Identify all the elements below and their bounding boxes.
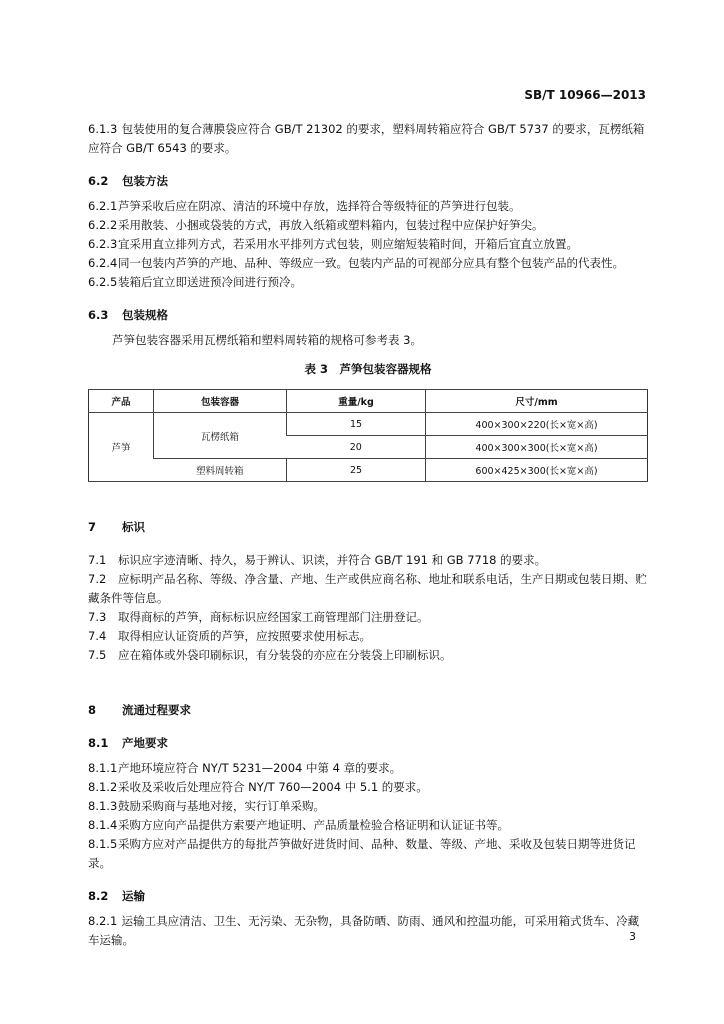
clause-7-3 [88,608,648,627]
clause-number: 8.1.1 [88,761,118,775]
clause-number: 6.2.2 [88,218,118,232]
section-7-heading [88,518,648,537]
clause-text: 芦笋采收后应在阴凉、清洁的环境中存放，选择符合等级特征的芦笋进行包装。 [118,199,521,213]
clause-number: 7.5 [88,648,107,662]
section-8-1-heading [88,734,648,753]
table-row [89,413,648,436]
clause-text: 宜采用直立排列方式，若采用水平排列方式包装，则应缩短装箱时间，开箱后宜直立放置。 [118,237,578,251]
document-body [88,120,648,950]
clause-6-2-2 [88,216,648,235]
section-8-heading [88,701,648,720]
section-title: 包装规格 [122,308,169,322]
clause-number: 8.1.4 [88,818,118,832]
clause-text: 采收及采收后处理应符合 NY/T 760—2004 中 5.1 的要求。 [118,780,428,794]
clause-text: 取得相应认证资质的芦笋，应按照要求使用标志。 [118,629,371,643]
section-title: 包装方法 [122,174,169,188]
page-number: 3 [629,930,636,943]
cell-weight: 15 [287,413,426,436]
clause-6-2-4 [88,254,648,273]
clause-text: 产地环境应符合 NY/T 5231—2004 中第 4 章的要求。 [118,761,402,775]
clause-8-1-3 [88,797,648,816]
header-container: 包装容器 [154,390,287,413]
clause-text: 应在箱体或外袋印刷标识，有分装袋的亦应在分装袋上印刷标识。 [118,648,452,662]
section-number: 6.3 [88,308,109,322]
clause-8-1-5 [88,835,648,873]
clause-8-1-2 [88,778,648,797]
table-header-row [89,390,648,413]
header-size: 尺寸/mm [426,390,648,413]
clause-number: 7.2 [88,572,107,586]
document-header: SB/T 10966—2013 [524,88,646,102]
clause-number: 7.4 [88,629,107,643]
header-product: 产品 [89,390,154,413]
cell-size: 400×300×300(长×宽×高) [426,436,648,459]
clause-number: 8.1.2 [88,780,118,794]
clause-number: 8.2.1 [88,914,118,928]
clause-text: 同一包装内芦笋的产地、品种、等级应一致。包装内产品的可视部分应具有整个包装产品的代表性。 [118,256,624,270]
clause-7-2 [88,570,648,608]
clause-text: 应标明产品名称、等级、净含量、产地、生产或供应商名称、地址和联系电话，生产日期或包装日期、贮藏条件等信息。 [88,572,647,605]
clause-number: 7.1 [88,553,107,567]
cell-size: 600×425×300(长×宽×高) [426,459,648,482]
section-number: 8 [88,703,97,717]
cell-product: 芦笋 [89,413,154,482]
clause-7-4 [88,627,648,646]
clause-number: 7.3 [88,610,107,624]
clause-text: 鼓励采购商与基地对接，实行订单采购。 [118,799,325,813]
clause-number: 6.2.3 [88,237,118,251]
section-title: 流通过程要求 [122,703,192,717]
clause-8-1-4 [88,816,648,835]
section-number: 6.2 [88,174,109,188]
table-caption: 表 3 芦笋包装容器规格 [304,362,432,376]
clause-text: 采购方应向产品提供方索要产地证明、产品质量检验合格证明和认证证书等。 [118,818,509,832]
section-number: 8.1 [88,736,109,750]
clause-7-5 [88,646,648,665]
clause-text: 包装使用的复合薄膜袋应符合 GB/T 21302 的要求，塑料周转箱应符合 GB/T 5737 的要求，瓦楞纸箱应符合 GB/T 6543 的要求。 [88,122,645,155]
section-number: 8.2 [88,889,109,903]
clause-number: 8.1.3 [88,799,118,813]
section-6-2-heading [88,172,648,191]
clause-text: 取得商标的芦笋，商标标识应经国家工商管理部门注册登记。 [118,610,429,624]
packaging-spec-table [88,389,648,482]
clause-7-1 [88,551,648,570]
clause-number: 8.1.5 [88,837,118,851]
section-6-2-list [88,197,648,292]
clause-text: 采购方应对产品提供方的每批芦笋做好进货时间、品种、数量、等级、产地、采收及包装日期等进货记录。 [88,837,636,870]
clause-text: 标识应字迹清晰、持久，易于辨认、识读，并符合 GB/T 191 和 GB 7718 的要求。 [118,553,547,567]
header-weight: 重量/kg [287,390,426,413]
section-number: 7 [88,520,97,534]
section-6-3-text: 芦笋包装容器采用瓦楞纸箱和塑料周转箱的规格可参考表 3。 [112,333,422,347]
table-row [89,459,648,482]
clause-6-1-3 [88,120,648,158]
clause-number: 6.2.4 [88,256,118,270]
cell-size: 400×300×220(长×宽×高) [426,413,648,436]
section-title: 标识 [122,520,146,534]
clause-6-2-3 [88,235,648,254]
clause-number: 6.2.5 [88,275,118,289]
clause-6-2-1 [88,197,648,216]
clause-8-1-1 [88,759,648,778]
cell-container: 塑料周转箱 [154,459,287,482]
clause-text: 运输工具应清洁、卫生、无污染、无杂物，具备防晒、防雨、通风和控温功能，可采用箱式货车、冷藏车运输。 [88,914,640,947]
clause-number: 6.1.3 [88,122,118,136]
clause-8-2-1 [88,912,648,950]
cell-weight: 20 [287,436,426,459]
section-title: 产地要求 [122,736,169,750]
section-6-3-heading [88,306,648,325]
cell-container: 瓦楞纸箱 [154,413,287,459]
clause-6-2-5 [88,273,648,292]
section-8-1-list [88,759,648,873]
section-title: 运输 [122,889,146,903]
cell-weight: 25 [287,459,426,482]
clause-text: 采用散装、小捆或袋装的方式，再放入纸箱或塑料箱内，包装过程中应保护好笋尖。 [118,218,544,232]
clause-text: 装箱后宜立即送进预冷间进行预冷。 [118,275,302,289]
section-7-list [88,551,648,665]
section-8-2-heading [88,887,648,906]
clause-number: 6.2.1 [88,199,118,213]
